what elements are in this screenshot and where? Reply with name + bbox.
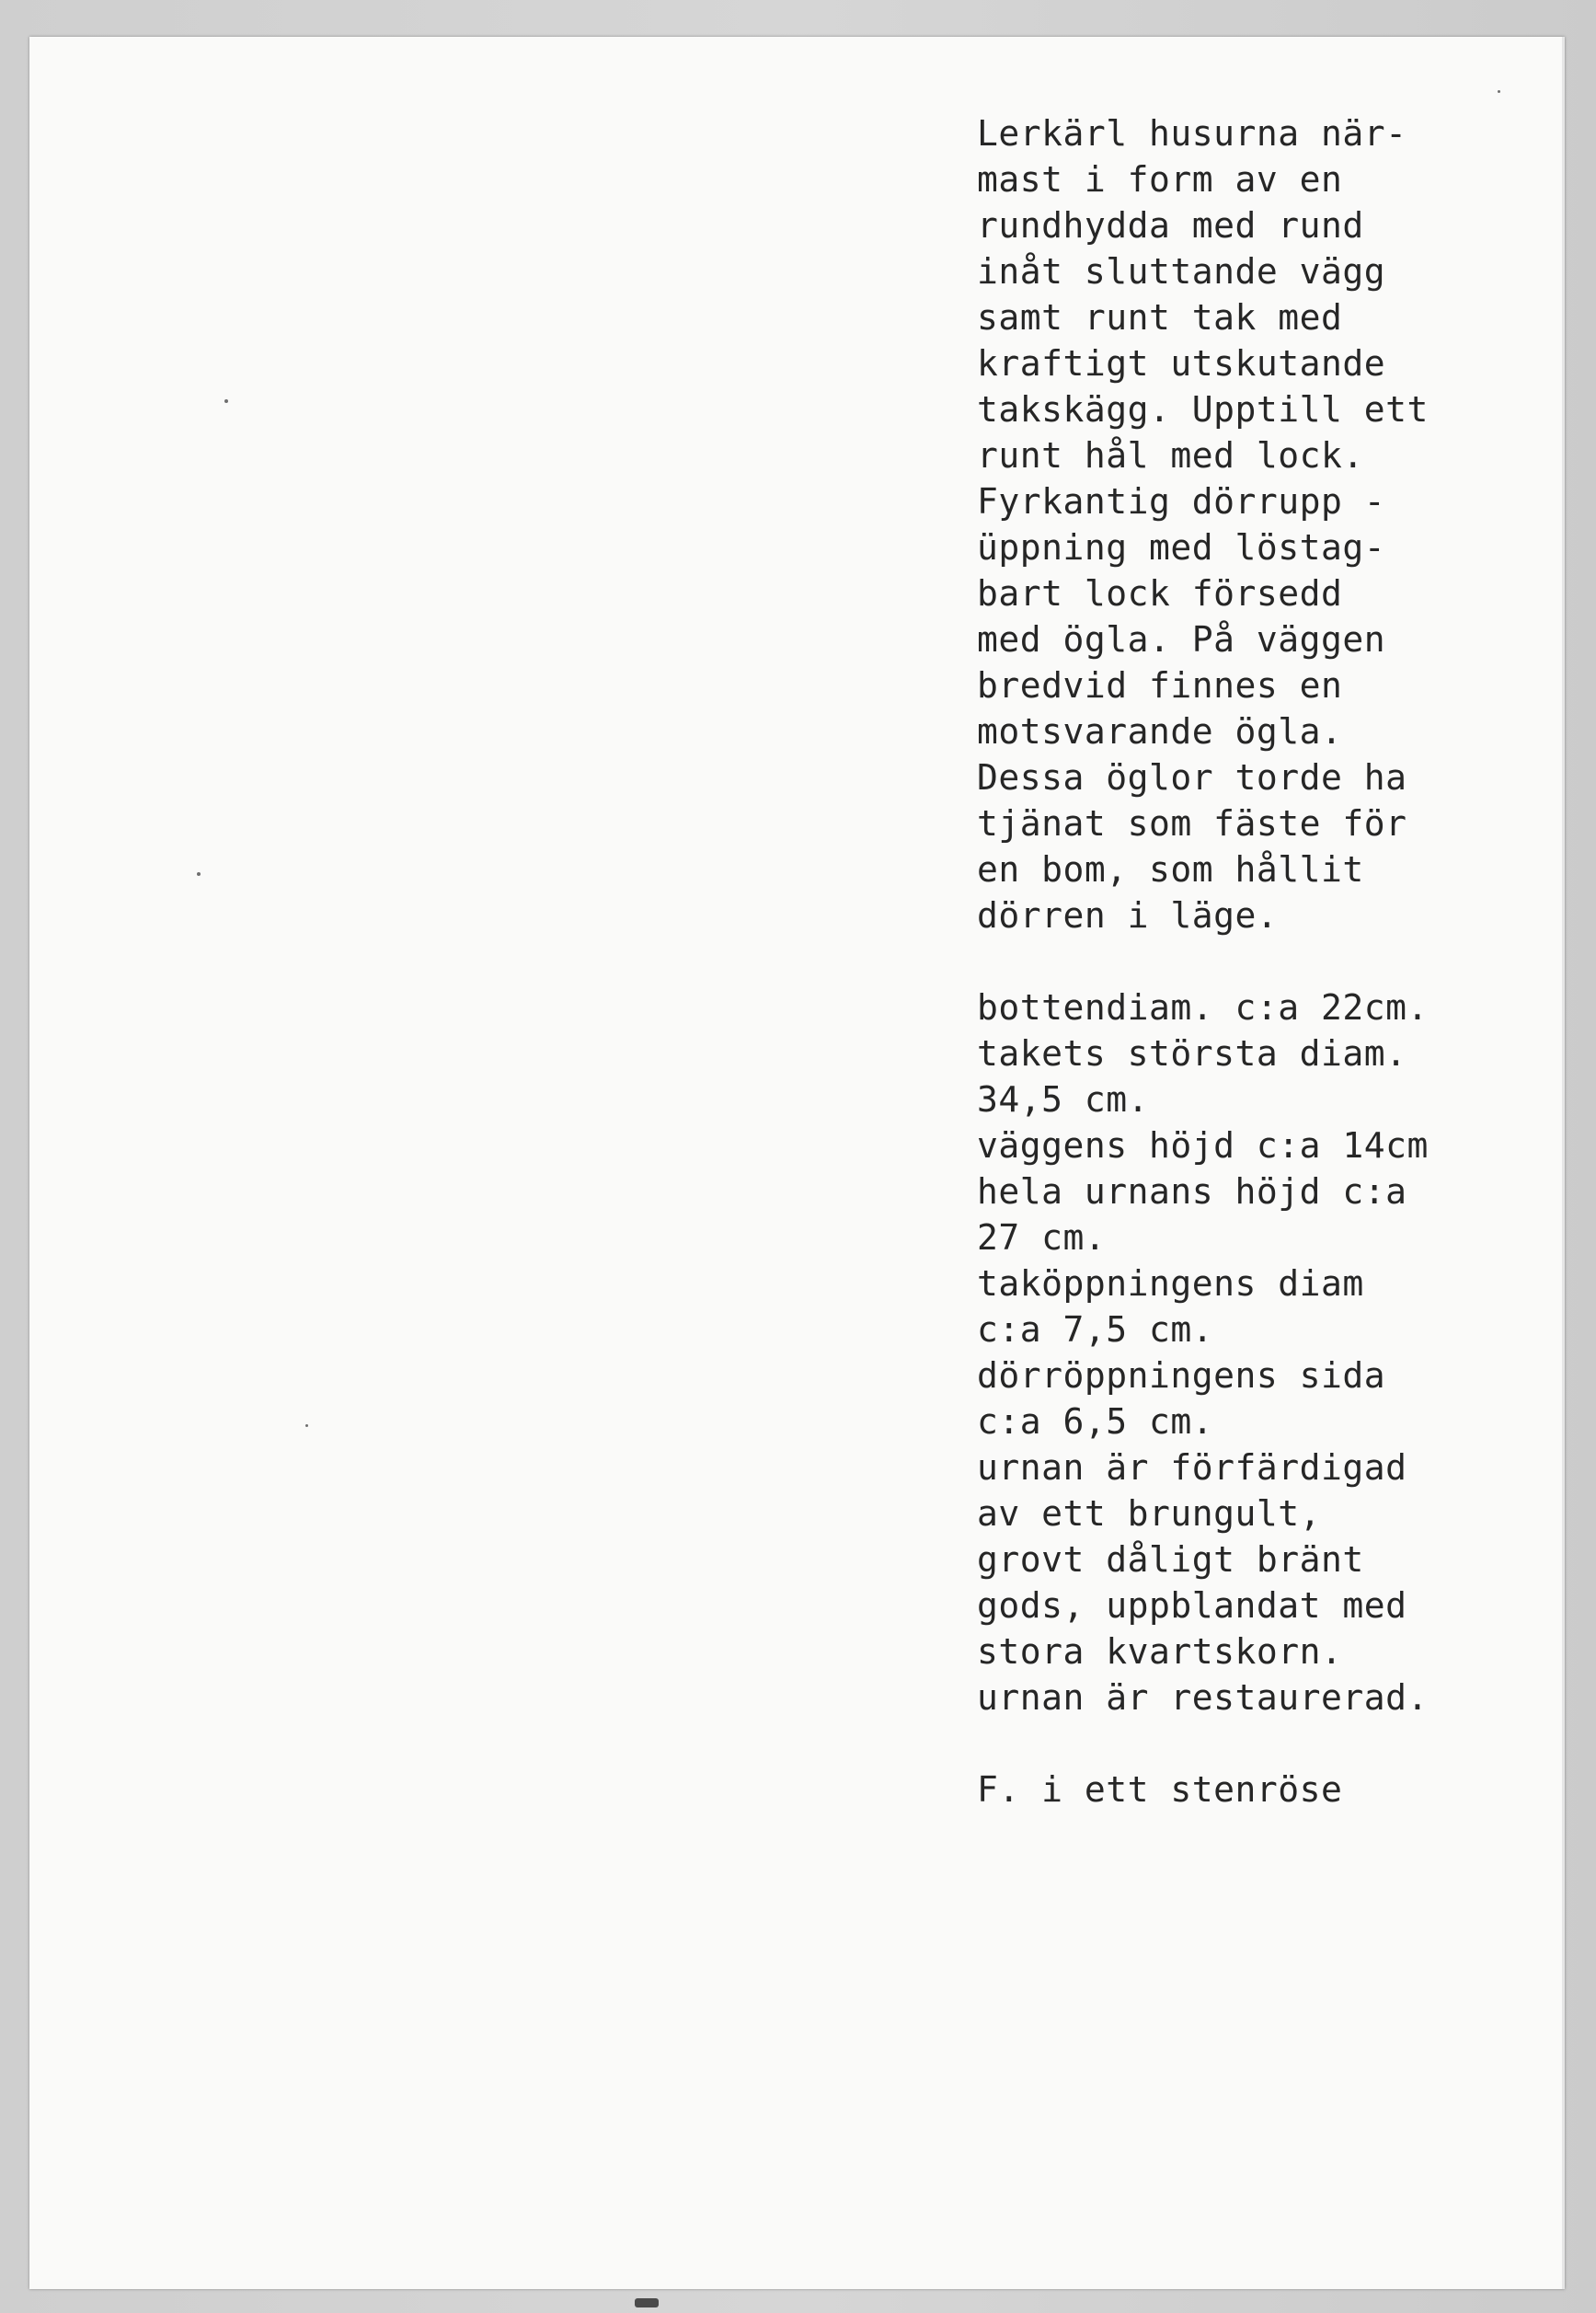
scan-mark — [635, 2298, 659, 2307]
text-line: urnan är förfärdigad — [977, 1447, 1407, 1488]
text-line: c:a 6,5 cm. — [977, 1401, 1214, 1442]
text-line: inåt sluttande vägg — [977, 251, 1386, 292]
paper-speck — [224, 399, 228, 403]
text-line: takskägg. Upptill ett — [977, 389, 1429, 430]
text-line: bredvid finnes en — [977, 665, 1343, 706]
text-line: urnan är restaurerad. — [977, 1677, 1429, 1718]
text-line: tjänat som fäste för — [977, 803, 1407, 844]
measurements-paragraph — [977, 984, 1584, 1720]
find-note — [977, 1766, 1584, 1812]
text-line: Fyrkantig dörrupp - — [977, 481, 1386, 522]
text-line: motsvarande ögla. — [977, 711, 1343, 752]
text-line: samt runt tak med — [977, 297, 1343, 338]
paragraph-gap — [977, 1720, 1584, 1766]
text-line: Lerkärl husurna när- — [977, 113, 1407, 154]
index-card — [29, 37, 1565, 2289]
paper-speck — [1498, 90, 1500, 93]
text-line: dörröppningens sida — [977, 1355, 1386, 1396]
text-line: av ett brungult, — [977, 1493, 1322, 1534]
text-line: 27 cm. — [977, 1217, 1107, 1258]
text-line: en bom, som hållit — [977, 849, 1364, 890]
text-line: hela urnans höjd c:a — [977, 1171, 1407, 1212]
text-line: kraftigt utskutande — [977, 343, 1386, 384]
text-line: väggens höjd c:a 14cm — [977, 1125, 1429, 1166]
description-paragraph — [977, 110, 1584, 938]
text-line: c:a 7,5 cm. — [977, 1309, 1214, 1350]
text-line: dörren i läge. — [977, 895, 1279, 936]
paper-speck — [305, 1424, 308, 1427]
text-line: bottendiam. c:a 22cm. — [977, 987, 1429, 1028]
text-line: bart lock försedd — [977, 573, 1343, 614]
text-line: 34,5 cm. — [977, 1079, 1150, 1120]
typewritten-text — [977, 110, 1584, 1812]
text-line: runt hål med lock. — [977, 435, 1364, 476]
text-line: üppning med löstag- — [977, 527, 1386, 568]
text-line: med ögla. På väggen — [977, 619, 1386, 660]
text-line: takets största diam. — [977, 1033, 1407, 1074]
paragraph-gap — [977, 938, 1584, 984]
text-line: taköppningens diam — [977, 1263, 1364, 1304]
text-line: Dessa öglor torde ha — [977, 757, 1407, 798]
text-line: gods, uppblandat med — [977, 1585, 1407, 1626]
text-line: F. i ett stenröse — [977, 1769, 1343, 1810]
paper-speck — [197, 872, 201, 876]
text-line: mast i form av en — [977, 159, 1343, 200]
text-line: rundhydda med rund — [977, 205, 1364, 246]
text-line: stora kvartskorn. — [977, 1631, 1343, 1672]
text-line: grovt dåligt bränt — [977, 1539, 1364, 1580]
